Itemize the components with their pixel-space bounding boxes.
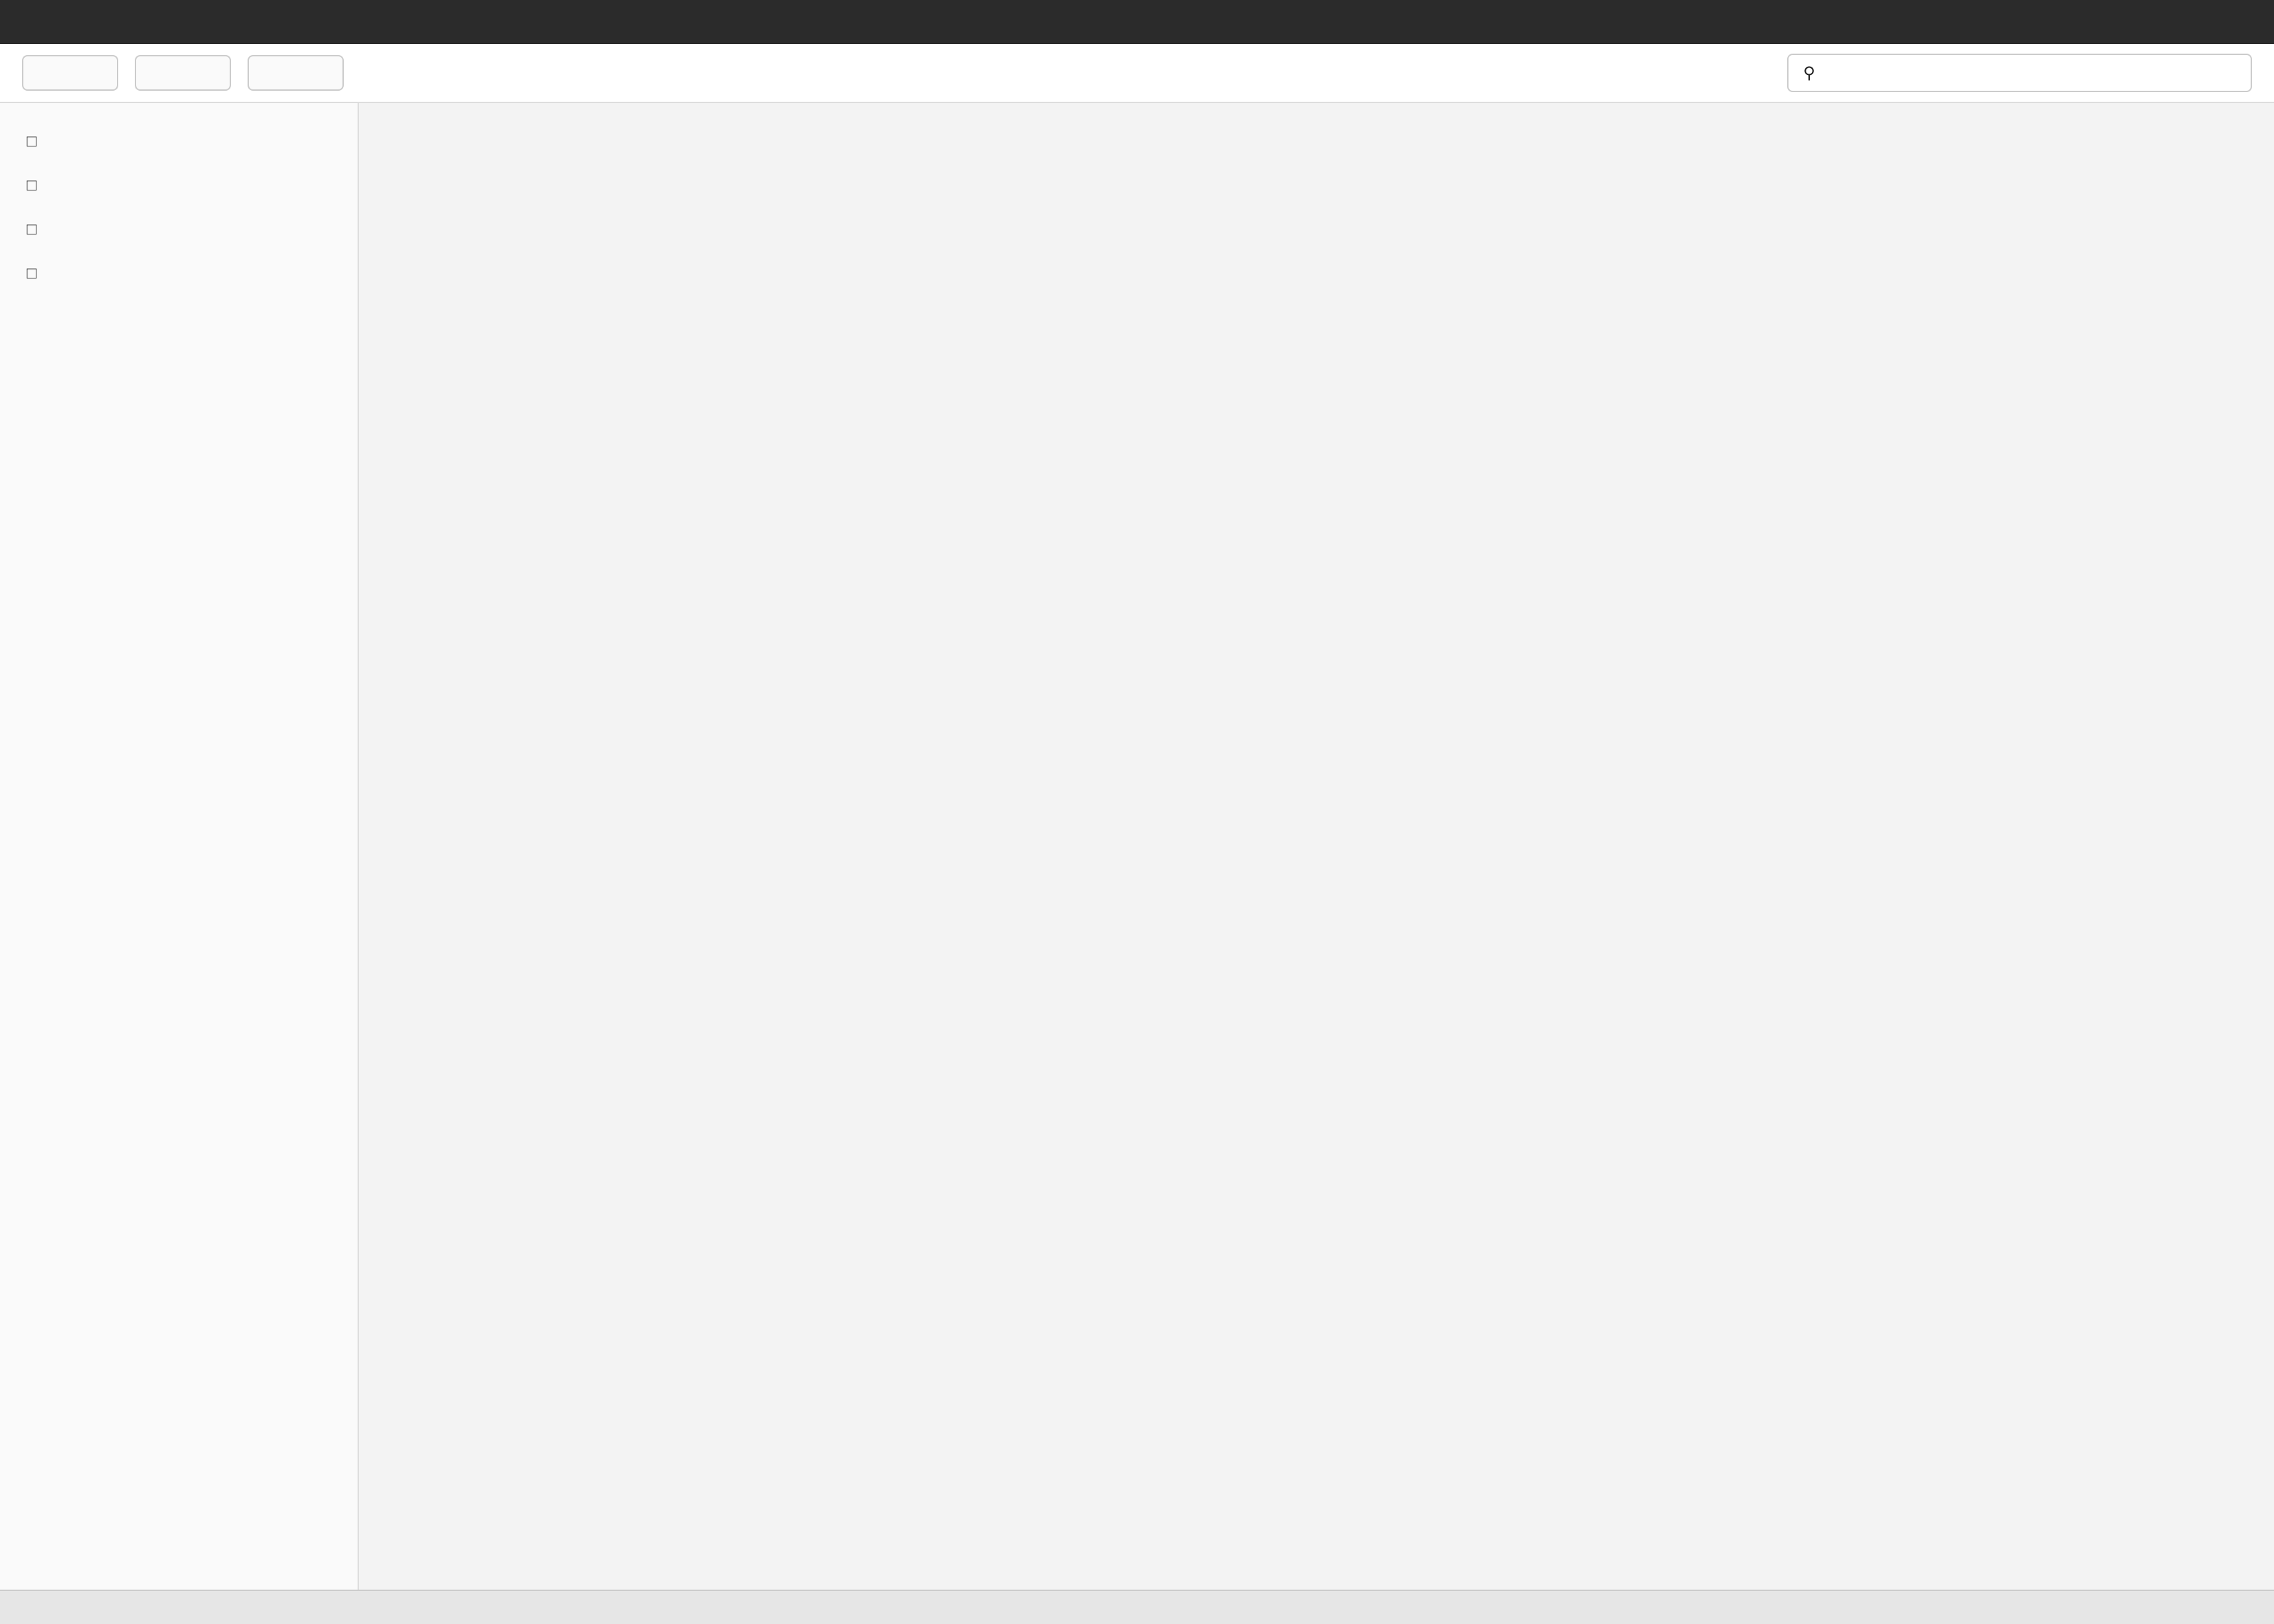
- toolbar-button-1[interactable]: [22, 55, 118, 91]
- sidebar: [0, 103, 359, 1590]
- main-panel: [359, 103, 2274, 1590]
- content-area: [0, 103, 2274, 1590]
- search-icon: ⚲: [1803, 63, 1815, 83]
- sidebar-item-2[interactable]: [0, 164, 358, 208]
- search-box: [1787, 54, 2252, 92]
- sidebar-item-1[interactable]: [0, 120, 358, 164]
- toolbar-button-3[interactable]: [248, 55, 344, 91]
- sidebar-item-4[interactable]: [0, 252, 358, 296]
- toolbar: [0, 44, 2274, 103]
- toolbar-button-2[interactable]: [135, 55, 231, 91]
- title-bar: [0, 0, 2274, 44]
- sidebar-item-3[interactable]: [0, 208, 358, 252]
- folder-icon: □: [26, 176, 37, 195]
- folder-icon: □: [26, 132, 37, 151]
- status-bar: [0, 1590, 2274, 1624]
- folder-icon: □: [26, 264, 37, 283]
- search-input[interactable]: [1827, 63, 2240, 83]
- folder-icon: □: [26, 220, 37, 239]
